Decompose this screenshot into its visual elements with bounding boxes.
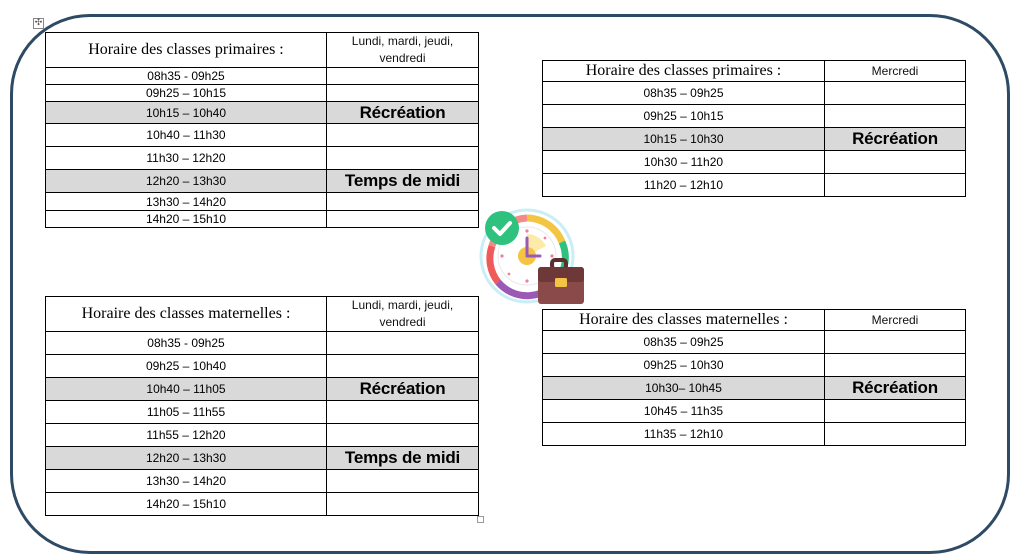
lunch-label: Temps de midi	[327, 447, 479, 470]
activity-cell	[825, 331, 966, 354]
table-row	[46, 193, 479, 211]
table-row	[543, 105, 966, 128]
table-row	[46, 424, 479, 447]
time-cell: 08h35 - 09h25	[46, 332, 327, 355]
time-cell: 09h25 – 10h40	[46, 355, 327, 378]
days-header: Lundi, mardi, jeudi, vendredi	[327, 33, 479, 68]
table-row	[543, 354, 966, 377]
activity-cell	[327, 493, 479, 516]
time-cell: 10h30– 10h45	[543, 377, 825, 400]
activity-cell	[825, 400, 966, 423]
time-cell: 14h20 – 15h10	[46, 211, 327, 228]
table-maternelles-semaine	[45, 296, 479, 516]
time-cell: 08h35 - 09h25	[46, 68, 327, 85]
table-row	[46, 493, 479, 516]
clock-briefcase-check-icon	[478, 206, 588, 308]
activity-cell	[327, 124, 479, 147]
recreation-label: Récréation	[825, 128, 966, 151]
time-cell: 11h20 – 12h10	[543, 174, 825, 197]
table-row	[46, 401, 479, 424]
table-row	[46, 211, 479, 228]
table-row	[543, 423, 966, 446]
activity-cell	[327, 401, 479, 424]
time-cell: 10h45 – 11h35	[543, 400, 825, 423]
table-title: Horaire des classes primaires :	[46, 33, 327, 68]
time-cell: 13h30 – 14h20	[46, 470, 327, 493]
table-row	[46, 378, 479, 401]
time-cell: 08h35 – 09h25	[543, 82, 825, 105]
table-move-handle-icon[interactable]: ✣	[34, 18, 43, 28]
recreation-label: Récréation	[327, 102, 479, 124]
time-cell: 10h40 – 11h30	[46, 124, 327, 147]
lunch-label: Temps de midi	[327, 170, 479, 193]
activity-cell	[825, 82, 966, 105]
table-title: Horaire des classes maternelles :	[46, 297, 327, 332]
table-row	[46, 355, 479, 378]
table-row	[46, 470, 479, 493]
table-row	[543, 82, 966, 105]
days-header: Mercredi	[825, 61, 966, 82]
days-header: Mercredi	[825, 310, 966, 331]
table-row	[46, 332, 479, 355]
activity-cell	[327, 85, 479, 102]
time-cell: 11h35 – 12h10	[543, 423, 825, 446]
activity-cell	[327, 424, 479, 447]
activity-cell	[327, 211, 479, 228]
days-header: Lundi, mardi, jeudi, vendredi	[327, 297, 479, 332]
table-maternelles-mercredi	[542, 309, 966, 446]
activity-cell	[327, 193, 479, 211]
table-primaires-mercredi	[542, 60, 966, 197]
table-title: Horaire des classes maternelles :	[543, 310, 825, 331]
time-cell: 14h20 – 15h10	[46, 493, 327, 516]
time-cell: 13h30 – 14h20	[46, 193, 327, 211]
activity-cell	[327, 355, 479, 378]
table-row	[46, 102, 479, 124]
table-row	[46, 447, 479, 470]
table-row	[46, 68, 479, 85]
activity-cell	[825, 354, 966, 377]
activity-cell	[327, 147, 479, 170]
table-row	[46, 147, 479, 170]
table-row	[46, 170, 479, 193]
table-row	[543, 128, 966, 151]
table-row	[46, 124, 479, 147]
time-cell: 09h25 – 10h30	[543, 354, 825, 377]
time-cell: 09h25 – 10h15	[46, 85, 327, 102]
activity-cell	[327, 332, 479, 355]
time-cell: 10h40 – 11h05	[46, 378, 327, 401]
activity-cell	[825, 174, 966, 197]
table-row	[543, 377, 966, 400]
table-resize-handle[interactable]	[477, 516, 484, 523]
table-row	[543, 400, 966, 423]
activity-cell	[825, 151, 966, 174]
time-cell: 10h30 – 11h20	[543, 151, 825, 174]
recreation-label: Récréation	[327, 378, 479, 401]
table-row	[543, 151, 966, 174]
time-cell: 10h15 – 10h30	[543, 128, 825, 151]
table-row	[543, 174, 966, 197]
time-cell: 08h35 – 09h25	[543, 331, 825, 354]
time-cell: 12h20 – 13h30	[46, 447, 327, 470]
table-primaires-semaine	[45, 32, 479, 228]
time-cell: 11h30 – 12h20	[46, 147, 327, 170]
activity-cell	[825, 105, 966, 128]
time-cell: 10h15 – 10h40	[46, 102, 327, 124]
activity-cell	[825, 423, 966, 446]
recreation-label: Récréation	[825, 377, 966, 400]
activity-cell	[327, 470, 479, 493]
time-cell: 11h05 – 11h55	[46, 401, 327, 424]
time-cell: 09h25 – 10h15	[543, 105, 825, 128]
table-row	[46, 85, 479, 102]
time-cell: 12h20 – 13h30	[46, 170, 327, 193]
activity-cell	[327, 68, 479, 85]
table-row	[543, 331, 966, 354]
time-cell: 11h55 – 12h20	[46, 424, 327, 447]
table-title: Horaire des classes primaires :	[543, 61, 825, 82]
